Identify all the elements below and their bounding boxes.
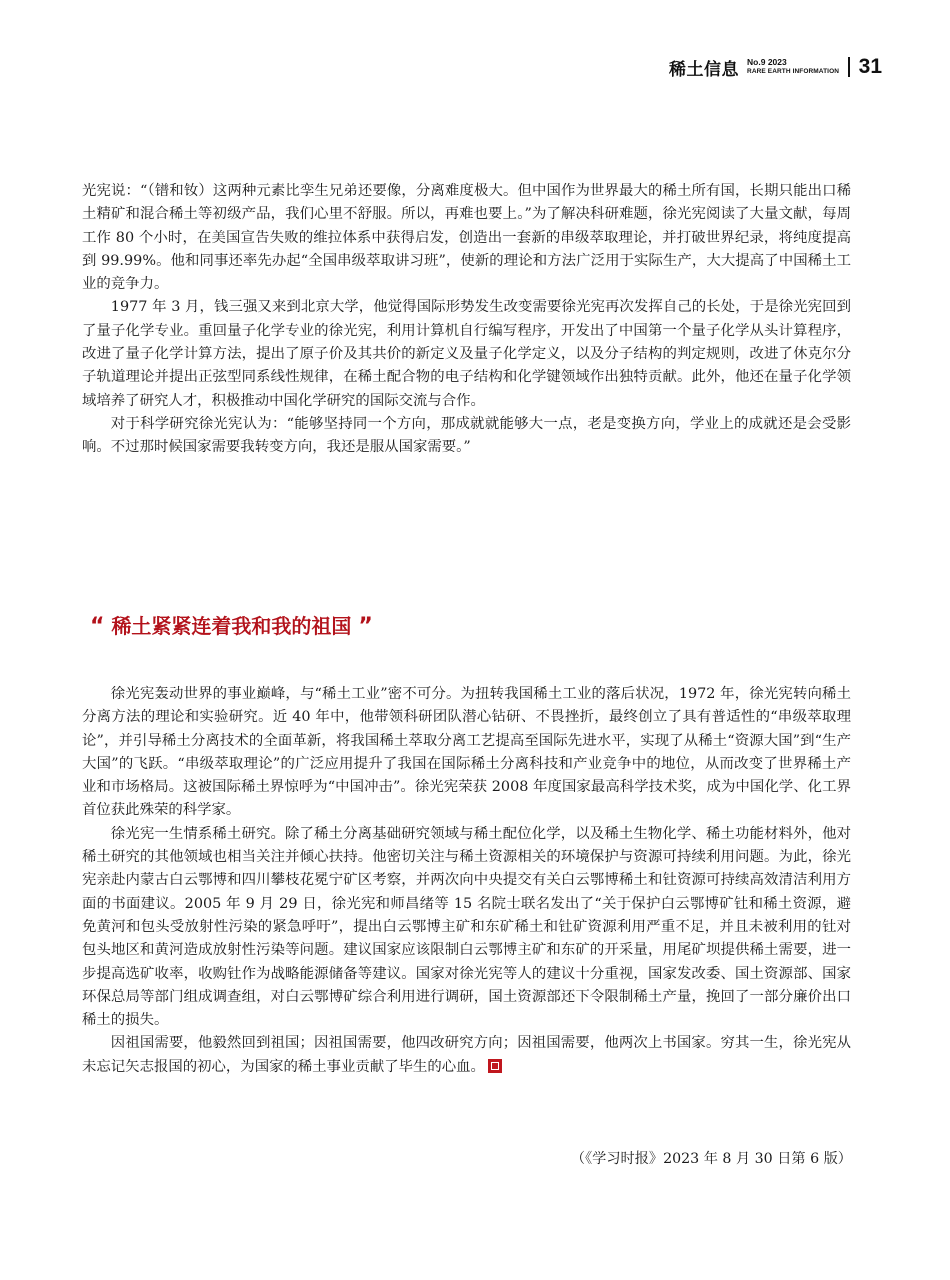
heading-title: 稀土紧紧连着我和我的祖国 [111,614,352,638]
source-citation: （《学习时报》2023 年 8 月 30 日第 6 版） [570,1151,852,1167]
paragraph: 对于科学研究徐光宪认为：“能够坚持同一个方向，那成就就能够大一点，老是变换方向，学业上的成就还是会受影响。不过那时候国家需要我转变方向，我还是服从国家需要。” [82,415,851,456]
section-heading [90,610,373,639]
final-paragraph-text: 因祖国需要，他毅然回到祖国；因祖国需要，他四改研究方向；因祖国需要，他两次上书国家。穷其一生，徐光宪从未忘记矢志报国的初心，为国家的稀土事业贡献了毕生的心血。 [82,1035,851,1075]
heading-quote-open: “ [90,614,105,639]
issue-info [747,58,839,76]
article-end-mark-icon [488,1059,502,1073]
article-continuation [82,180,851,460]
header-divider [848,57,850,77]
magazine-title: 稀土信息 [669,59,740,80]
paragraph-continued: 光宪说：“（镨和钕）这两种元素比孪生兄弟还要像，分离难度极大。但中国作为世界最大的稀土所有国，长期只能出口稀土精矿和混合稀土等初级产品，我们心里不舒服。所以，再难也要上。”为了解决科研难题，徐光宪阅读了大量文献，每周工作 80 个小时，在美国宣告失败的维拉体系中获得启发，创造出一套新的串级萃取理论，并打破世界纪录，将纯度提高到 99.99%。他和同事还率先办起“全国串级萃取讲习班”，使新的理论和方法广泛用于实际生产，大大提高了中国稀土工业的竞争力。 [82,183,851,293]
magazine-english-name: RARE EARTH INFORMATION [747,68,840,75]
paragraph: 徐光宪轰动世界的事业巅峰，与“稀土工业”密不可分。为扭转我国稀土工业的落后状况，1972 年，徐光宪转向稀土分离方法的理论和实验研究。近 40 年中，他带领科研团队潜心钻研、不畏挫折，最终创立了具有普适性的“串级萃取理论”，并引导稀土分离技术的全面革新，将我国稀土萃取分离工艺提高至国际先进水平，实现了从稀土“资源大国”到“生产大国”的飞跃。“串级萃取理论”的广泛应用提升了我国在国际稀土分离科技和产业竞争中的地位，从而改变了世界稀土产业和市场格局。这被国际稀土界惊呼为“中国冲击”。徐光宪荣获 2008 年度国家最高科学技术奖，成为中国化学、化工界首位获此殊荣的科学家。 [82,686,851,819]
page-header [669,54,882,80]
paragraph-final [82,1032,851,1079]
section-body [82,683,851,1079]
paragraph: 1977 年 3 月，钱三强又来到北京大学，他觉得国际形势发生改变需要徐光宪再次发挥自己的长处，于是徐光宪回到了量子化学专业。重回量子化学专业的徐光宪，利用计算机自行编写程序，开发出了中国第一个量子化学从头计算程序，改进了量子化学计算方法，提出了原子价及其共价的新定义及量子化学定义，以及分子结构的判定规则，改进了休克尔分子轨道理论并提出正弦型同系线性规律，在稀土配合物的电子结构和化学键领域作出独特贡献。此外，他还在量子化学领域培养了研究人才，积极推动中国化学研究的国际交流与合作。 [82,299,851,409]
page-number: 31 [858,55,882,78]
heading-quote-close: ” [358,614,373,639]
paragraph: 徐光宪一生情系稀土研究。除了稀土分离基础研究领域与稀土配位化学，以及稀土生物化学、稀土功能材料外，他对稀土研究的其他领域也相当关注并倾心扶持。他密切关注与稀土资源相关的环境保护与资源可持续利用问题。为此，徐光宪亲赴内蒙古白云鄂博和四川攀枝花冕宁矿区考察，并两次向中央提交有关白云鄂博稀土和钍资源可持续高效清洁利用方面的书面建议。2005 年 9 月 29 日，徐光宪和师昌绪等 15 名院士联名发出了“关于保护白云鄂博矿钍和稀土资源，避免黄河和包头受放射性污染的紧急呼吁”，提出白云鄂博主矿和东矿稀土和钍矿资源利用严重不足，并且未被利用的钍对包头地区和黄河造成放射性污染等问题。建议国家应该限制白云鄂博主矿和东矿的开采量，用尾矿坝提供稀土需要，进一步提高选矿收率，收购钍作为战略能源储备等建议。国家对徐光宪等人的建议十分重视，国家发改委、国土资源部、国家环保总局等部门组成调查组，对白云鄂博矿综合利用进行调研，国土资源部还下令限制稀土产量，挽回了一部分廉价出口稀土的损失。 [82,825,851,1029]
issue-number: No.9 2023 [747,57,787,67]
